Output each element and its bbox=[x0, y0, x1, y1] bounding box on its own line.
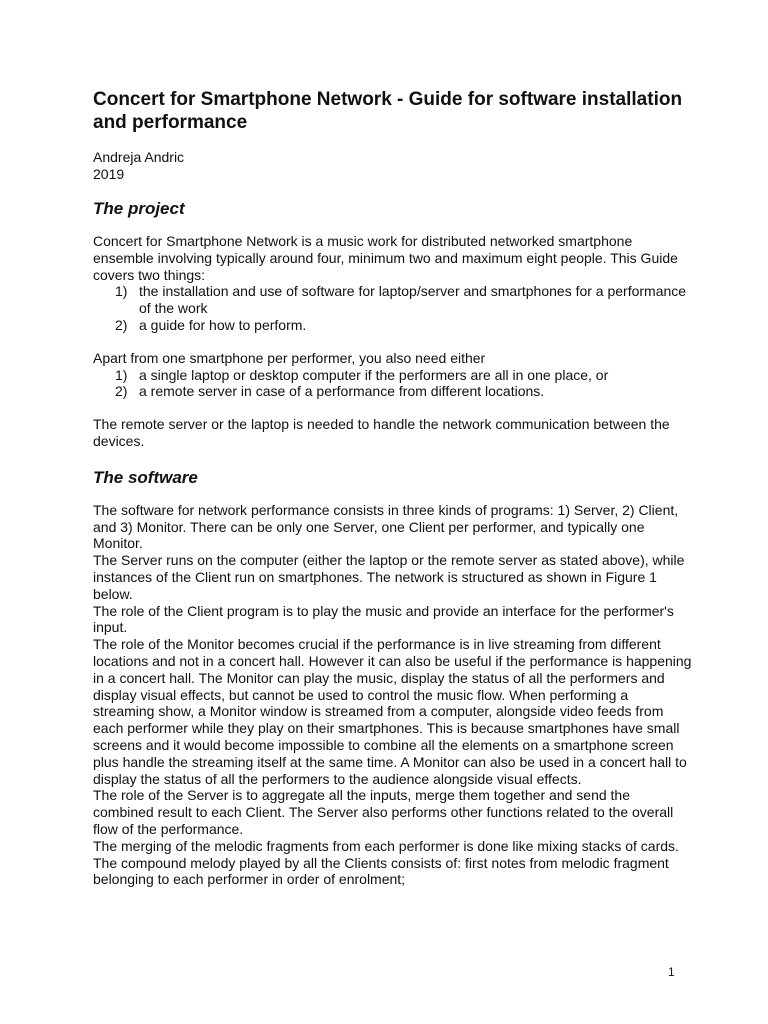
software-paragraph: The Server runs on the computer (either the laptop or the remote server as stated above), while instances of the Client run on smartphones. The network is structured as shown in Figure 1 below. bbox=[93, 552, 685, 602]
list-item-number: 1) bbox=[115, 283, 128, 300]
document-title: Concert for Smartphone Network - Guide for software installation and performance bbox=[93, 89, 683, 133]
list-item-text: a remote server in case of a performance from different locations. bbox=[139, 383, 545, 400]
section-heading-project: The project bbox=[93, 199, 185, 218]
list-item-text: a guide for how to perform. bbox=[139, 316, 307, 333]
page-number: 1 bbox=[668, 965, 675, 979]
section-heading-software: The software bbox=[93, 467, 198, 487]
list-item-number: 1) bbox=[115, 366, 128, 383]
list-item-number: 2) bbox=[115, 383, 128, 400]
software-paragraph: The role of the Monitor becomes crucial if the performance is in live streaming from different locations and not in a concert hall. However it can also be useful if the performance is happening in a concert hall. The Monitor can play the music, display the status of all the performers and display visual effects, but cannot be used to control the music flow. When performing a streaming show, a Monitor window is streamed from a computer, alongside video feeds from each performer while they play on their smartphones. This is because smartphones have small screens and it would become impossible to combine all the elements on a smartphone screen plus handle the streaming itself at the same time. A Monitor can also be used in a concert hall to display the status of all the performers to the audience alongside visual effects. bbox=[93, 636, 692, 787]
document-page bbox=[93, 88, 693, 888]
author-name: Andreja Andric bbox=[93, 149, 185, 165]
list-item bbox=[93, 367, 693, 384]
network-paragraph: The remote server or the laptop is needed to handle the network communication between the devices. bbox=[93, 416, 670, 449]
software-paragraph: The role of the Client program is to play the music and provide an interface for the performer's input. bbox=[93, 602, 674, 636]
project-intro-paragraph: Concert for Smartphone Network is a music work for distributed networked smartphone ensemble involving typically around four, minimum two and maximum eight people. This Guide covers two things: bbox=[93, 233, 678, 283]
list-item bbox=[93, 283, 693, 317]
list-item bbox=[93, 317, 693, 334]
project-scope-list bbox=[93, 283, 693, 333]
list-item bbox=[93, 383, 693, 400]
requirements-paragraph: Apart from one smartphone per performer, you also need either bbox=[93, 349, 486, 366]
requirements-list bbox=[93, 367, 693, 401]
list-item-text: the installation and use of software for laptop/server and smartphones for a performance of the work bbox=[139, 283, 687, 317]
list-item-text: a single laptop or desktop computer if the performers are all in one place, or bbox=[139, 366, 609, 383]
software-section-body bbox=[93, 502, 693, 888]
software-paragraph: The role of the Server is to aggregate all the inputs, merge them together and send the combined result to each Client. The Server also performs other functions related to the overall flow of the performance. bbox=[93, 787, 674, 837]
document-year: 2019 bbox=[93, 166, 125, 182]
software-paragraph: The merging of the melodic fragments from each performer is done like mixing stacks of cards. The compound melody played by all the Clients consists of: first notes from melodic fragment belonging to each performer in order of enrolment; bbox=[93, 837, 679, 888]
list-item-number: 2) bbox=[115, 316, 128, 333]
software-paragraph: The software for network performance consists in three kinds of programs: 1) Server, 2) Client, and 3) Monitor. There can be only one Server, one Client per performer, and typically one Monitor. bbox=[93, 501, 679, 552]
document-meta bbox=[93, 149, 693, 183]
